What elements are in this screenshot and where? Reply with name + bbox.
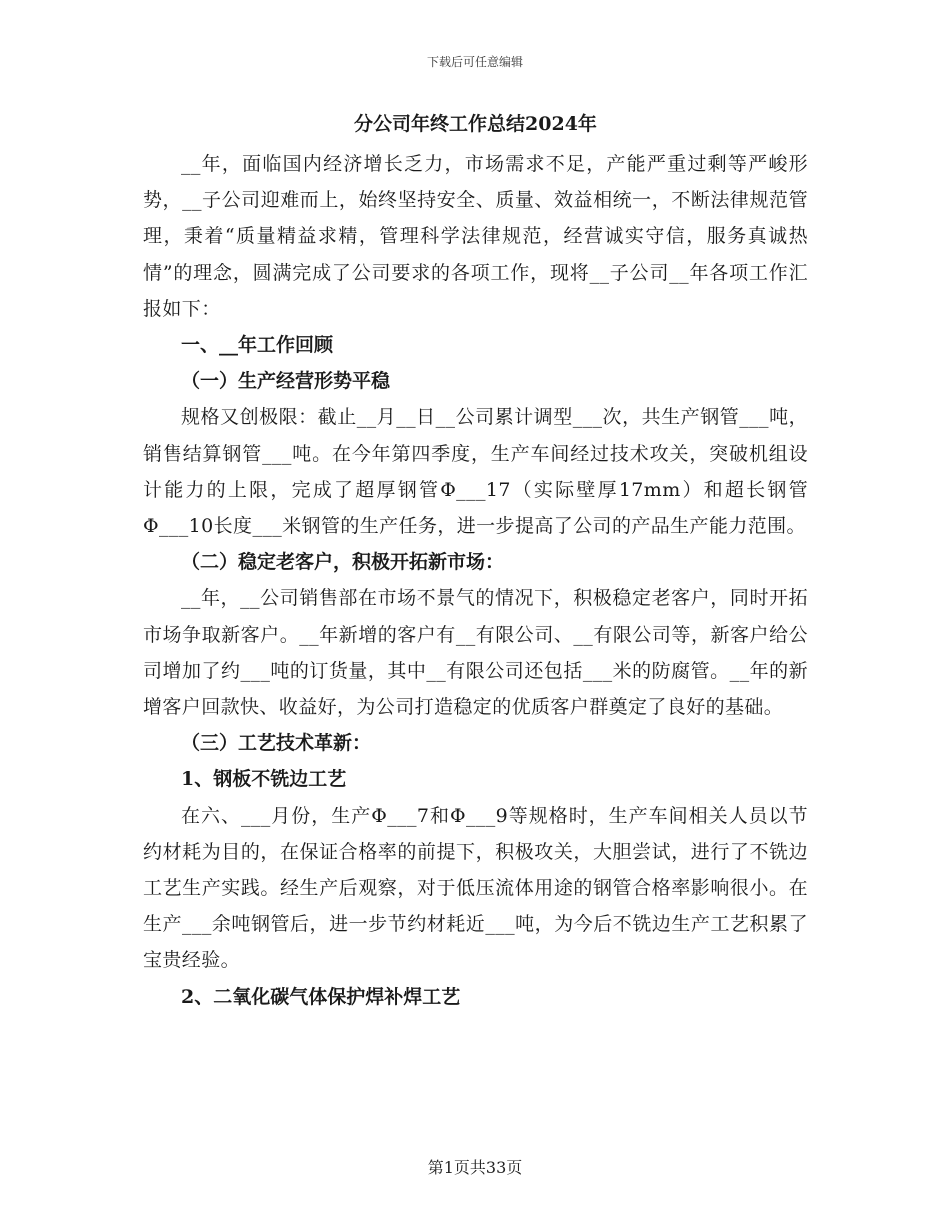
document-title: 分公司年终工作总结2024年 — [354, 113, 597, 135]
paragraph: 在六、___月份，生产Φ___7和Φ___9等规格时，生产车间相关人员以节约材耗为目的，在保证合格率的前提下，积极攻关，大胆尝试，进行了不铣边工艺生产实践。经生产后观察，对于低压流体用途的钢管合格率影响很小。在生产___余吨钢管后，进一步节约材耗近___吨，为今后不铣边生产工艺积累了宝贵经验。 — [143, 804, 808, 972]
item-heading: 2、二氧化碳气体保护焊补焊工艺 — [181, 985, 461, 1008]
subsection-heading: （二）稳定老客户，积极开拓新市场： — [181, 551, 505, 574]
page-footer: 第1页共33页 — [427, 1158, 523, 1177]
paragraph: __年，__公司销售部在市场不景气的情况下，积极稳定老客户，同时开拓市场争取新客户。__年新增的客户有__有限公司、__有限公司等，新客户给公司增加了约___吨的订货量，其中__有限公司还包括___米的防腐管。__年的新增客户回款快、收益好，为公司打造稳定的优质客户群奠定了良好的基础。 — [143, 587, 808, 719]
section-heading: 一、__年工作回顾 — [181, 334, 334, 357]
page-header: 下载后可任意编辑 — [426, 55, 523, 69]
intro-paragraph: __年，面临国内经济增长乏力，市场需求不足，产能严重过剩等严峻形势，__子公司迎难而上，始终坚持安全、质量、效益相统一，不断法律规范管理，秉着“质量精益求精，管理科学法律规范，经营诚实守信，服务真诚热情”的理念，圆满完成了公司要求的各项工作，现将__子公司__年各项工作汇报如下： — [143, 153, 808, 320]
subsection-heading: （三）工艺技术革新： — [181, 732, 372, 755]
subsection-heading: （一）生产经营形势平稳 — [181, 370, 391, 393]
paragraph: 规格又创极限：截止__月__日__公司累计调型___次，共生产钢管___吨，销售结算钢管___吨。在今年第四季度，生产车间经过技术攻关，突破机组设计能力的上限，完成了超厚钢管Φ___17（实际壁厚17mm）和超长钢管Φ___10长度___米钢管的生产任务，进一步提高了公司的产品生产能力范围。 — [143, 406, 808, 538]
item-heading: 1、钢板不铣边工艺 — [181, 768, 347, 791]
document-body — [143, 108, 808, 1015]
